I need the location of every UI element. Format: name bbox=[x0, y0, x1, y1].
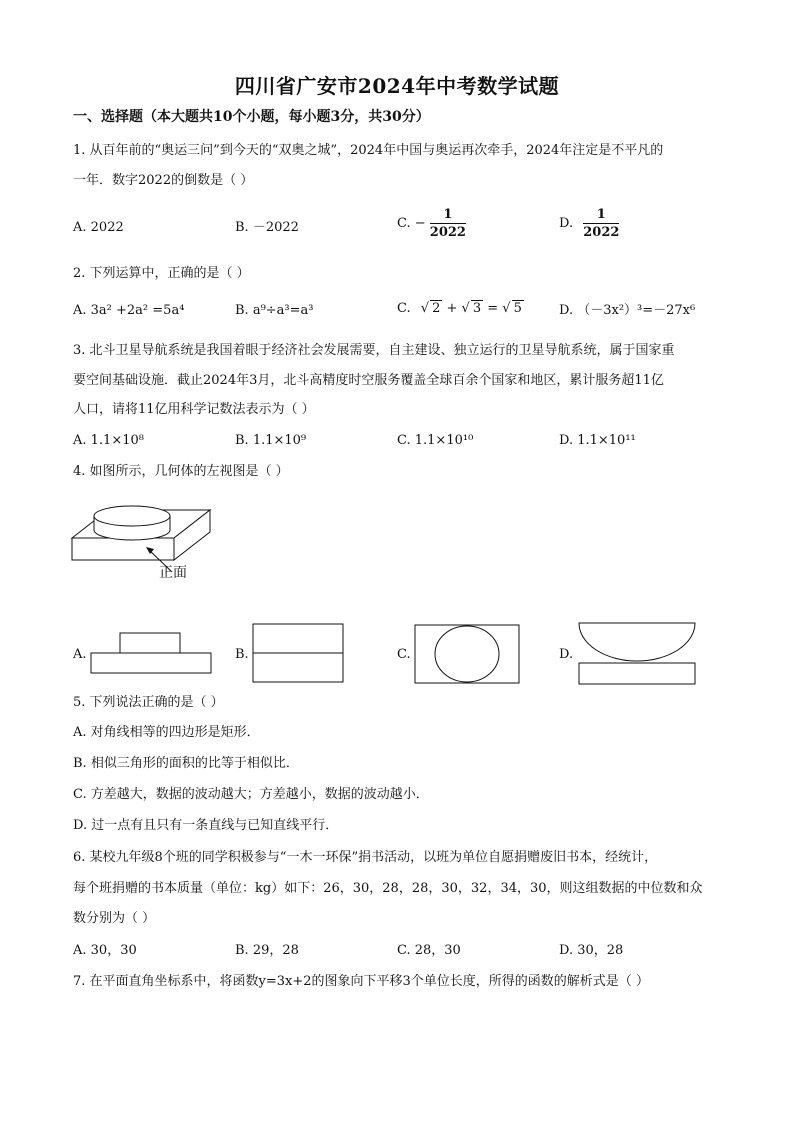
q6-stem-line2: 每个班捐赠的书本质量（单位：kg）如下：26，30，28，28，30，32，34，30，则这组数据的中位数和众 bbox=[73, 881, 703, 896]
q5-option-a: A. 对角线相等的四边形是矩形． bbox=[73, 725, 260, 740]
q1-option-a: A. 2022 bbox=[73, 220, 124, 235]
q3-option-c: C. 1.1×10¹⁰ bbox=[397, 433, 474, 448]
q4-option-b-label: B. bbox=[235, 647, 249, 662]
q1-option-c-numerator: 1 bbox=[430, 207, 466, 224]
q1-option-b: B. －2022 bbox=[235, 220, 299, 235]
q2-stem: 2. 下列运算中，正确的是（ ） bbox=[73, 266, 250, 281]
q2-option-c-root3: 5 bbox=[513, 301, 522, 316]
page-title: 四川省广安市2024年中考数学试题 bbox=[234, 74, 560, 98]
section-heading-choice: 一、选择题（本大题共10个小题，每小题3分，共30分） bbox=[73, 109, 430, 125]
q3-stem-line1: 3. 北斗卫星导航系统是我国着眼于经济社会发展需要，自主建设、独立运行的卫星导航系统，属于国家重 bbox=[73, 343, 675, 358]
q3-option-d: D. 1.1×10¹¹ bbox=[559, 433, 636, 448]
q4-option-d-label: D. bbox=[559, 647, 574, 662]
q4-option-b-view bbox=[252, 623, 344, 683]
q2-option-a: A. 3a² +2a² =5a⁴ bbox=[73, 303, 185, 318]
q1-option-d-fraction bbox=[583, 207, 619, 241]
q1-option-c-prefix: C. − bbox=[397, 216, 426, 231]
q4-option-c-label: C. bbox=[397, 647, 411, 662]
q6-stem-line3: 数分别为（ ） bbox=[73, 911, 156, 926]
q6-option-d: D. 30，28 bbox=[559, 943, 624, 958]
q6-stem-line1: 6. 某校九年级8个班的同学积极参与“一木一环保”捐书活动，以班为单位自愿捐赠废旧书本，经统计， bbox=[73, 850, 658, 865]
q3-option-a: A. 1.1×10⁸ bbox=[73, 433, 144, 448]
q1-option-d-denominator: 2022 bbox=[583, 225, 620, 240]
q3-stem-line2: 要空间基础设施．截止2024年3月，北斗高精度时空服务覆盖全球百余个国家和地区，累计服务超11亿 bbox=[73, 373, 664, 388]
q6-option-b: B. 29，28 bbox=[235, 943, 299, 958]
q5-option-b: B. 相似三角形的面积的比等于相似比． bbox=[73, 756, 299, 771]
q1-option-d bbox=[559, 207, 619, 241]
q5-option-c: C. 方差越大，数据的波动越大；方差越小，数据的波动越小． bbox=[73, 787, 429, 802]
q5-stem: 5. 下列说法正确的是（ ） bbox=[73, 695, 224, 710]
q1-option-d-numerator: 1 bbox=[583, 207, 619, 224]
q5-option-d: D. 过一点有且只有一条直线与已知直线平行． bbox=[73, 818, 339, 833]
q6-option-c: C. 28，30 bbox=[397, 943, 461, 958]
q4-option-d-view bbox=[578, 622, 696, 686]
q4-option-c-view bbox=[414, 624, 520, 684]
q1-option-c-fraction bbox=[430, 207, 466, 241]
q3-option-b: B. 1.1×10⁹ bbox=[235, 433, 307, 448]
q7-stem: 7. 在平面直角坐标系中，将函数y=3x+2的图象向下平移3个单位长度，所得的函数的解析式是（ ） bbox=[73, 974, 649, 989]
q2-option-c-plus: + bbox=[446, 301, 458, 316]
q1-option-c bbox=[397, 207, 466, 241]
q4-front-label: 正面 bbox=[159, 565, 187, 581]
q2-option-c-root1: 2 bbox=[432, 301, 441, 316]
q3-stem-line3: 人口，请将11亿用科学记数法表示为（ ） bbox=[73, 402, 315, 417]
q4-stem: 4. 如图所示，几何体的左视图是（ ） bbox=[73, 464, 289, 479]
q2-option-c-prefix: C. bbox=[397, 301, 411, 316]
q1-stem-line2: 一年．数字2022的倒数是（ ） bbox=[73, 173, 254, 188]
q4-solid-figure bbox=[66, 492, 216, 584]
q1-option-c-denominator: 2022 bbox=[429, 225, 466, 240]
q2-option-c-root2: 3 bbox=[472, 301, 482, 316]
q2-option-d: D. （－3x²）³=－27x⁶ bbox=[559, 303, 696, 318]
q4-option-a-label: A. bbox=[73, 647, 87, 662]
q6-option-a: A. 30，30 bbox=[73, 943, 137, 958]
q4-option-a-view bbox=[90, 632, 212, 674]
q2-option-c: C. √ 2 + √ 3 = √ 5 bbox=[397, 301, 522, 316]
q1-option-d-prefix: D. bbox=[559, 216, 574, 231]
q2-option-c-equals: = bbox=[487, 301, 499, 316]
q1-stem-line1: 1. 从百年前的“奥运三问”到今天的“双奥之城”，2024年中国与奥运再次牵手，2024年注定是不平凡的 bbox=[73, 143, 664, 158]
q2-option-b: B. a⁹÷a³=a³ bbox=[235, 303, 314, 318]
